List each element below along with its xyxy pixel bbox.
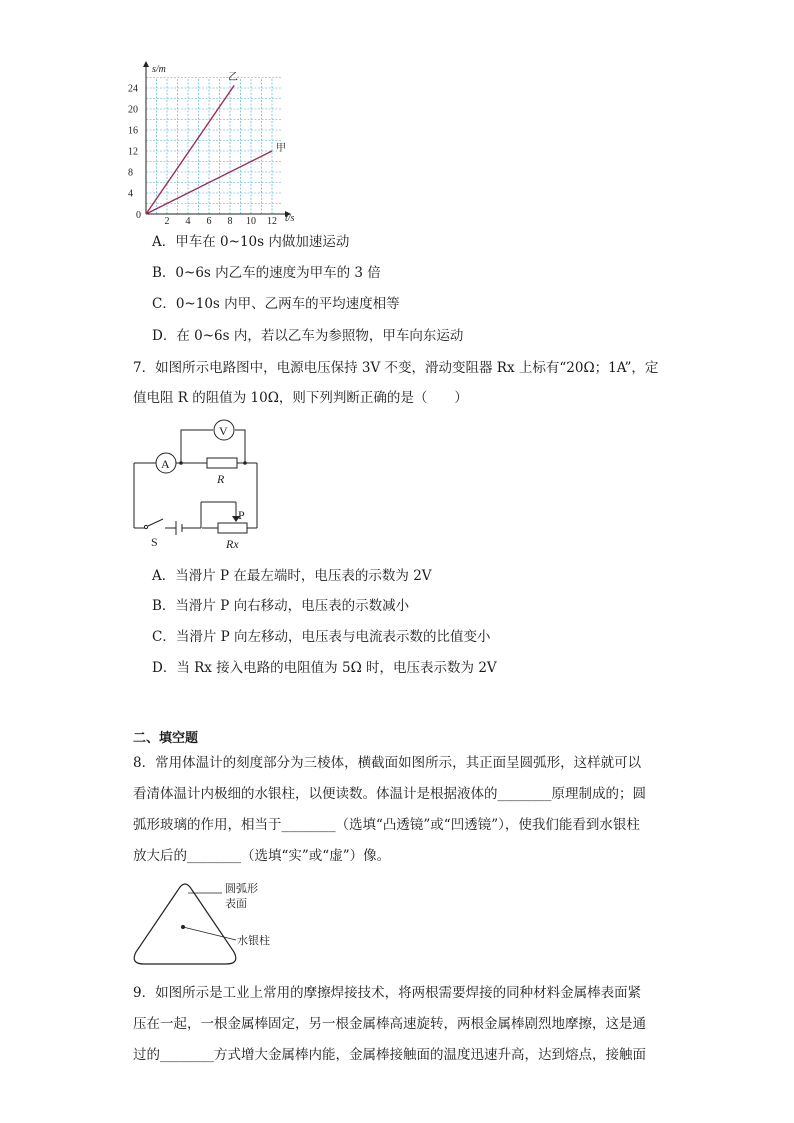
line-label-jia: 甲 [276, 143, 286, 154]
q9-line-3: 过的________方式增大金属棒内能，金属棒接触面的温度迅速升高，达到熔点，接触面 [133, 1047, 646, 1063]
q6-option-b: B．0~6s 内乙车的速度为甲车的 3 倍 [152, 265, 381, 281]
q7-stem-line-2: 值电阻 R 的阻值为 10Ω，则下列判断正确的是（ ） [133, 390, 468, 406]
q7-option-d: D．当 Rx 接入电路的电阻值为 5Ω 时，电压表示数为 2V [152, 660, 497, 676]
surface-label-2: 表面 [225, 898, 247, 910]
section-title: 二、填空题 [133, 731, 199, 746]
graph-tick-labels [128, 84, 277, 228]
x-tick-label: 12 [267, 216, 277, 227]
thermometer-cross-section [130, 878, 290, 968]
q8-line-3: 弧形玻璃的作用，相当于________（选填“凸透镜”或“凹透镜”），使我们能看到水银柱 [133, 817, 640, 833]
origin-label: 0 [136, 210, 141, 221]
q7-option-c: C．当滑片 P 向左移动，电压表与电流表示数的比值变小 [152, 629, 491, 645]
q6-option-c: C．0~10s 内甲、乙两车的平均速度相等 [152, 296, 400, 312]
x-tick-label: 8 [227, 216, 233, 227]
q7-option-b: B．当滑片 P 向右移动，电压表的示数减小 [152, 598, 410, 614]
surface-label-1: 圆弧形 [225, 883, 258, 895]
resistor-label: R [217, 472, 225, 486]
q8-line-2: 看清体温计内极细的水银柱，以便读数。体温计是根据液体的________原理制成的；圆 [133, 786, 646, 802]
q7-option-a: A．当滑片 P 在最左端时，电压表的示数为 2V [152, 568, 432, 584]
voltmeter-label: V [219, 424, 228, 438]
ammeter-label: A [161, 457, 170, 471]
slider-label: P [238, 508, 245, 522]
q9-line-1: 9．如图所示是工业上常用的摩擦焊接技术，将两根需要焊接的同种材料金属棒表面紧 [133, 985, 642, 1001]
x-tick-label: 2 [164, 216, 170, 227]
y-tick-label: 8 [128, 167, 133, 179]
circuit-diagram [125, 415, 275, 555]
y-tick-label: 12 [128, 146, 138, 158]
y-tick-label: 16 [128, 125, 138, 137]
q9-line-2: 压在一起，一根金属棒固定，另一根金属棒高速旋转，两根金属棒剧烈地摩擦，这是通 [133, 1016, 646, 1032]
y-tick-label: 4 [128, 188, 133, 200]
q6-option-a: A．甲车在 0~10s 内做加速运动 [152, 234, 350, 250]
q8-line-4: 放大后的________（选填“实”或“虚”）像。 [133, 848, 391, 864]
rheostat-label: Rx [226, 537, 239, 551]
series-line-yi [146, 85, 234, 214]
y-tick-label: 24 [128, 83, 138, 95]
graph-grid [146, 78, 283, 215]
switch-label: S [151, 535, 158, 549]
q6-option-d: D．在 0~6s 内，若以乙车为参照物，甲车向东运动 [152, 328, 464, 344]
q8-line-1: 8．常用体温计的刻度部分为三棱体，横截面如图所示，其正面呈圆弧形，这样就可以 [133, 755, 642, 771]
y-tick-label: 20 [128, 104, 138, 116]
q7-stem-line-1: 7．如图所示电路图中，电源电压保持 3V 不变，滑动变阻器 Rx 上标有“20Ω；1A”，定 [133, 360, 659, 376]
x-tick-label: 10 [246, 216, 256, 227]
y-axis-label: s/m [152, 64, 166, 75]
x-axis-label: t/s [285, 213, 295, 224]
mercury-label: 水银柱 [237, 935, 270, 947]
line-label-yi: 乙 [228, 72, 238, 83]
x-tick-label: 4 [185, 216, 191, 227]
x-tick-label: 6 [206, 216, 212, 227]
distance-time-graph [125, 58, 300, 228]
graph-axes [143, 61, 291, 217]
